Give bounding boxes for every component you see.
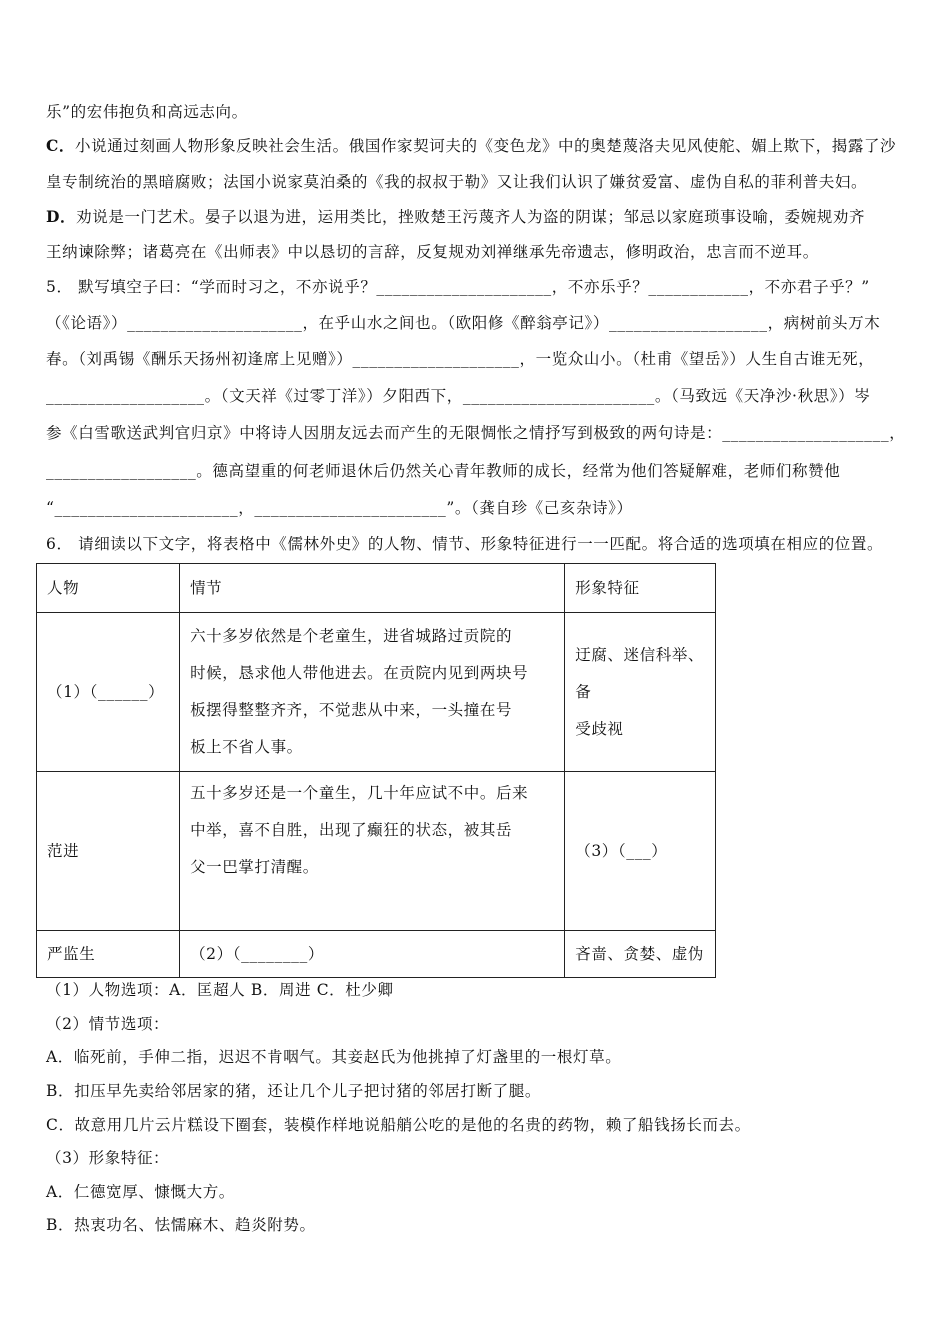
plot-line: 板摆得整整齐齐，不觉悲从中来，一头撞在号 [190, 701, 513, 719]
option-letter: C． [46, 136, 76, 155]
trait-cell [565, 613, 716, 772]
text-line: 皇专制统治的黑暗腐败；法国小说家莫泊桑的《我的叔叔于勒》又让我们认识了嫌贫爱富、虚伪自私的菲利普夫妇。 [46, 173, 868, 191]
question-5-line: 春。（刘禹锡《酬乐天扬州初逢席上见赠》）____________________，一览众山小。（杜甫《望岳》）人生自古谁无死， [46, 350, 875, 368]
question-5-line: 参《白雪歌送武判官归京》中将诗人因朋友远去而产生的无限惆怅之情抒写到极致的两句诗是：____________________， [46, 424, 906, 442]
person-cell[interactable]: （1）（______） [37, 613, 180, 772]
option-item: A．临死前，手伸二指，迟迟不肯咽气。其妾赵氏为他挑掉了灯盏里的一根灯草。 [46, 1048, 622, 1066]
text-line: 小说通过刻画人物形象反映社会生活。俄国作家契诃夫的《变色龙》中的奥楚蔑洛夫见风使舵、媚上欺下，揭露了沙 [75, 137, 897, 155]
text-line: 乐”的宏伟抱负和高远志向。 [46, 103, 248, 121]
trait-line: 迂腐、迷信科举、备 [575, 645, 705, 701]
trait-line: 受歧视 [575, 719, 624, 738]
table-row [37, 613, 716, 772]
text-line: 劝说是一门艺术。晏子以退为进，运用类比，挫败楚王污蔑齐人为盗的阴谋；邹忌以家庭琐事设喻，委婉规劝齐 [76, 208, 866, 226]
option-item: B．热衷功名、怯懦麻木、趋炎附势。 [46, 1216, 316, 1234]
option-item: B．扣压早先卖给邻居家的猪，还让几个儿子把讨猪的邻居打断了腿。 [46, 1082, 541, 1100]
question-5-line: __________________。德高望重的何老师退休后仍然关心青年教师的成长，经常为他们答疑解难，老师们称赞他 [46, 462, 841, 480]
option-d-paragraph [46, 206, 865, 228]
plot-cell [180, 613, 565, 772]
option-letter: D． [46, 207, 77, 226]
trait-cell [565, 931, 716, 978]
question-5-line: ___________________。（文天祥《过零丁洋》）夕阳西下，_______________________。（马致远《天净沙·秋思》）岑 [46, 387, 871, 405]
header-person: 人物 [37, 564, 180, 613]
plot-line: （2）（________） [190, 944, 324, 963]
question-6-prompt: 6． 请细读以下文字，将表格中《儒林外史》的人物、情节、形象特征进行一一匹配。将合适的选项填在相应的位置。 [46, 535, 884, 553]
option-list-heading: （3）形象特征： [46, 1149, 170, 1167]
plot-line: 中举，喜不自胜，出现了癫狂的状态，被其岳 [190, 821, 513, 839]
text-line: 王纳谏除弊；诸葛亮在《出师表》中以恳切的言辞，反复规劝刘禅继承先帝遗志，修明政治，忠言而不逆耳。 [46, 243, 819, 261]
plot-cell[interactable] [180, 931, 565, 978]
table-header-row [37, 564, 716, 613]
table-row [37, 772, 716, 931]
matching-table [36, 563, 716, 978]
trait-cell[interactable] [565, 772, 716, 931]
plot-line: 六十多岁依然是个老童生，进省城路过贡院的 [190, 627, 513, 645]
plot-line: 父一巴掌打清醒。 [190, 858, 319, 876]
option-item: A．仁德宽厚、慷慨大方。 [46, 1183, 235, 1201]
question-5-line: “______________________，_______________________”。（龚自珍《己亥杂诗》） [46, 499, 633, 517]
option-item: C．故意用几片云片糕设下圈套，装模作样地说船艄公吃的是他的名贵的药物，赖了船钱扬长而去。 [46, 1116, 751, 1134]
header-trait: 形象特征 [565, 564, 716, 613]
plot-line: 五十多岁还是一个童生，几十年应试不中。后来 [190, 784, 529, 802]
person-cell: 严监生 [37, 931, 180, 978]
table-row [37, 931, 716, 978]
trait-line: 吝啬、贪婪、虚伪 [575, 944, 705, 963]
trait-line: （3）（___） [575, 841, 668, 860]
plot-line: 板上不省人事。 [190, 738, 303, 756]
plot-cell [180, 772, 565, 931]
option-list-heading: （1）人物选项：A．匡超人 B．周进 C．杜少卿 [46, 981, 394, 999]
person-cell: 范进 [37, 772, 180, 931]
plot-line: 时候，恳求他人带他进去。在贡院内见到两块号 [190, 664, 529, 682]
question-5-line: （《论语》）_____________________，在乎山水之间也。（欧阳修《醉翁亭记》）___________________，病树前头万木 [46, 314, 881, 332]
question-5-line: 5． 默写填空子曰：“学而时习之，不亦说乎？_____________________，不亦乐乎？____________，不亦君子乎？” [46, 278, 870, 296]
option-c-paragraph [46, 135, 896, 157]
option-list-heading: （2）情节选项： [46, 1015, 170, 1033]
header-plot: 情节 [180, 564, 565, 613]
